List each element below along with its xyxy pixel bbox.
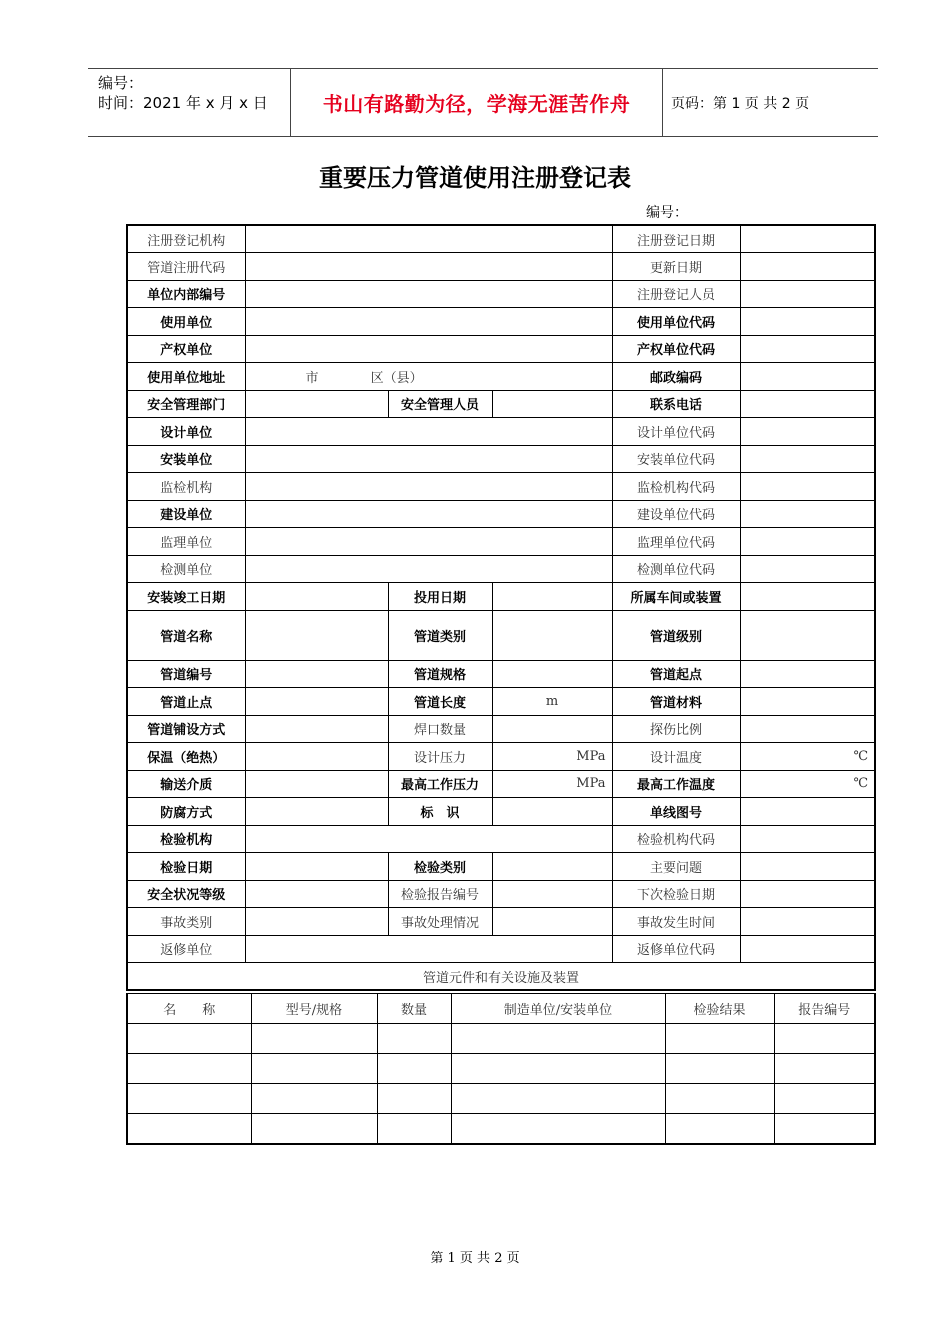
label-report-no: 检验报告编号 bbox=[388, 880, 492, 908]
label-pipe-grade: 管道级别 bbox=[612, 610, 740, 660]
table-row bbox=[127, 1114, 875, 1145]
field-supervise-unit[interactable] bbox=[245, 528, 612, 556]
field-test-org-code[interactable] bbox=[740, 825, 875, 853]
table-row bbox=[127, 225, 875, 253]
label-safety-person: 安全管理人员 bbox=[388, 390, 492, 418]
header-serial-label: 编号： bbox=[98, 74, 144, 92]
field-accident-time[interactable] bbox=[740, 908, 875, 936]
header-time-label: 时间：2021 年 x 月 x 日 bbox=[98, 94, 268, 112]
label-inspect-org-code: 监检机构代码 bbox=[612, 473, 740, 501]
label-repair-unit-code: 返修单位代码 bbox=[612, 935, 740, 963]
field-accident-handling[interactable] bbox=[492, 908, 612, 936]
components-section-title: 管道元件和有关设施及装置 bbox=[127, 963, 875, 991]
label-commission-date: 投用日期 bbox=[388, 583, 492, 611]
cell-manufacturer[interactable] bbox=[451, 1114, 665, 1145]
cell-manufacturer[interactable] bbox=[451, 1084, 665, 1114]
cell-quantity[interactable] bbox=[377, 1024, 451, 1054]
field-report-no[interactable] bbox=[492, 880, 612, 908]
field-pipe-spec[interactable] bbox=[492, 660, 612, 688]
field-supervise-unit-code[interactable] bbox=[740, 528, 875, 556]
field-build-unit[interactable] bbox=[245, 500, 612, 528]
table-row bbox=[127, 1054, 875, 1084]
column-header-report-no: 报告编号 bbox=[774, 994, 875, 1024]
label-inspect-org: 监检机构 bbox=[127, 473, 245, 501]
table-row bbox=[127, 363, 875, 391]
label-anticorrosion: 防腐方式 bbox=[127, 798, 245, 826]
label-supervise-unit: 监理单位 bbox=[127, 528, 245, 556]
field-inspect-org[interactable] bbox=[245, 473, 612, 501]
table-row bbox=[127, 935, 875, 963]
label-design-pressure: 设计压力 bbox=[388, 743, 492, 771]
field-inspect-org-code[interactable] bbox=[740, 473, 875, 501]
table-row bbox=[127, 660, 875, 688]
label-registrar: 注册登记人员 bbox=[612, 280, 740, 308]
label-test-org-code: 检验机构代码 bbox=[612, 825, 740, 853]
table-row bbox=[127, 610, 875, 660]
table-row bbox=[127, 280, 875, 308]
field-design-unit[interactable] bbox=[245, 418, 612, 446]
label-pipe-category: 管道类别 bbox=[388, 610, 492, 660]
field-max-work-pressure[interactable] bbox=[492, 770, 612, 798]
table-row bbox=[127, 418, 875, 446]
label-pipe-start: 管道起点 bbox=[612, 660, 740, 688]
field-pipe-grade[interactable] bbox=[740, 610, 875, 660]
field-insulation[interactable] bbox=[245, 743, 388, 771]
column-header-model: 型号/规格 bbox=[251, 994, 377, 1024]
field-repair-unit-code[interactable] bbox=[740, 935, 875, 963]
addr-district: 区（县） bbox=[370, 370, 423, 386]
field-design-temp[interactable] bbox=[740, 743, 875, 771]
column-header-name: 名 称 bbox=[127, 994, 251, 1024]
table-row bbox=[127, 500, 875, 528]
form-serial-label: 编号： bbox=[646, 205, 688, 221]
label-owner-unit: 产权单位 bbox=[127, 335, 245, 363]
label-medium: 输送介质 bbox=[127, 770, 245, 798]
header-meta bbox=[88, 69, 290, 136]
cell-model[interactable] bbox=[251, 1084, 377, 1114]
field-repair-unit[interactable] bbox=[245, 935, 612, 963]
cell-model[interactable] bbox=[251, 1054, 377, 1084]
field-medium[interactable] bbox=[245, 770, 388, 798]
header-motto: 书山有路勤为径，学海无涯苦作舟 bbox=[322, 92, 631, 116]
field-owner-unit[interactable] bbox=[245, 335, 612, 363]
table-row bbox=[127, 308, 875, 336]
label-insulation: 保温（绝热） bbox=[127, 743, 245, 771]
cell-name[interactable] bbox=[127, 1084, 251, 1114]
field-user-address[interactable] bbox=[245, 363, 612, 391]
cell-result[interactable] bbox=[665, 1054, 774, 1084]
cell-report-no[interactable] bbox=[774, 1114, 875, 1145]
field-pipe-reg-code[interactable] bbox=[245, 253, 612, 281]
column-header-result: 检验结果 bbox=[665, 994, 774, 1024]
field-user-unit-code[interactable] bbox=[740, 308, 875, 336]
table-row bbox=[127, 908, 875, 936]
cell-quantity[interactable] bbox=[377, 1084, 451, 1114]
field-owner-unit-code[interactable] bbox=[740, 335, 875, 363]
label-unit-internal-no: 单位内部编号 bbox=[127, 280, 245, 308]
addr-city: 市 bbox=[305, 370, 319, 386]
field-safety-grade[interactable] bbox=[245, 880, 388, 908]
registration-table bbox=[126, 224, 876, 991]
field-install-complete-date[interactable] bbox=[245, 583, 388, 611]
cell-report-no[interactable] bbox=[774, 1024, 875, 1054]
field-next-test-date[interactable] bbox=[740, 880, 875, 908]
field-safety-dept[interactable] bbox=[245, 390, 388, 418]
label-install-unit-code: 安装单位代码 bbox=[612, 445, 740, 473]
label-single-line-no: 单线图号 bbox=[612, 798, 740, 826]
label-pipe-name: 管道名称 bbox=[127, 610, 245, 660]
table-row bbox=[127, 770, 875, 798]
label-test-unit: 检测单位 bbox=[127, 555, 245, 583]
label-update-date: 更新日期 bbox=[612, 253, 740, 281]
label-build-unit-code: 建设单位代码 bbox=[612, 500, 740, 528]
table-row bbox=[127, 583, 875, 611]
cell-manufacturer[interactable] bbox=[451, 1054, 665, 1084]
field-max-work-temp[interactable] bbox=[740, 770, 875, 798]
header-page-info: 页码：第 1 页 共 2 页 bbox=[671, 95, 810, 112]
label-pipe-length: 管道长度 bbox=[388, 688, 492, 716]
field-flaw-ratio[interactable] bbox=[740, 715, 875, 743]
field-accident-type[interactable] bbox=[245, 908, 388, 936]
label-design-temp: 设计温度 bbox=[612, 743, 740, 771]
label-test-org: 检验机构 bbox=[127, 825, 245, 853]
field-install-unit[interactable] bbox=[245, 445, 612, 473]
table-row bbox=[127, 473, 875, 501]
unit-celsius: ℃ bbox=[853, 748, 869, 764]
field-pipe-name[interactable] bbox=[245, 610, 388, 660]
field-workshop[interactable] bbox=[740, 583, 875, 611]
table-row bbox=[127, 715, 875, 743]
cell-result[interactable] bbox=[665, 1114, 774, 1145]
page-footer: 第 1 页 共 2 页 bbox=[430, 1251, 520, 1266]
label-design-unit-code: 设计单位代码 bbox=[612, 418, 740, 446]
field-test-unit[interactable] bbox=[245, 555, 612, 583]
field-weld-count[interactable] bbox=[492, 715, 612, 743]
field-pipe-material[interactable] bbox=[740, 688, 875, 716]
label-accident-time: 事故发生时间 bbox=[612, 908, 740, 936]
label-user-address: 使用单位地址 bbox=[127, 363, 245, 391]
field-install-unit-code[interactable] bbox=[740, 445, 875, 473]
cell-result[interactable] bbox=[665, 1024, 774, 1054]
field-build-unit-code[interactable] bbox=[740, 500, 875, 528]
cell-report-no[interactable] bbox=[774, 1084, 875, 1114]
field-design-unit-code[interactable] bbox=[740, 418, 875, 446]
label-postcode: 邮政编码 bbox=[612, 363, 740, 391]
table-row bbox=[127, 335, 875, 363]
label-user-unit-code: 使用单位代码 bbox=[612, 308, 740, 336]
label-owner-unit-code: 产权单位代码 bbox=[612, 335, 740, 363]
label-install-unit: 安装单位 bbox=[127, 445, 245, 473]
field-user-unit[interactable] bbox=[245, 308, 612, 336]
label-flaw-ratio: 探伤比例 bbox=[612, 715, 740, 743]
field-unit-internal-no[interactable] bbox=[245, 280, 612, 308]
label-pipe-material: 管道材料 bbox=[612, 688, 740, 716]
field-pipe-start[interactable] bbox=[740, 660, 875, 688]
column-header-quantity: 数量 bbox=[377, 994, 451, 1024]
field-pipe-category[interactable] bbox=[492, 610, 612, 660]
field-test-date[interactable] bbox=[245, 853, 388, 881]
label-pipe-spec: 管道规格 bbox=[388, 660, 492, 688]
unit-mpa: MPa bbox=[576, 776, 606, 792]
field-main-issues[interactable] bbox=[740, 853, 875, 881]
field-test-type[interactable] bbox=[492, 853, 612, 881]
label-max-work-temp: 最高工作温度 bbox=[612, 770, 740, 798]
field-postcode[interactable] bbox=[740, 363, 875, 391]
cell-name[interactable] bbox=[127, 1114, 251, 1145]
table-row bbox=[127, 853, 875, 881]
page-header bbox=[88, 68, 878, 137]
label-phone: 联系电话 bbox=[612, 390, 740, 418]
cell-model[interactable] bbox=[251, 1114, 377, 1145]
label-accident-type: 事故类别 bbox=[127, 908, 245, 936]
table-row bbox=[127, 688, 875, 716]
field-update-date[interactable] bbox=[740, 253, 875, 281]
field-registrar[interactable] bbox=[740, 280, 875, 308]
label-test-unit-code: 检测单位代码 bbox=[612, 555, 740, 583]
cell-model[interactable] bbox=[251, 1024, 377, 1054]
column-header-manufacturer: 制造单位/安装单位 bbox=[451, 994, 665, 1024]
label-pipe-no: 管道编号 bbox=[127, 660, 245, 688]
table-row bbox=[127, 1024, 875, 1054]
label-repair-unit: 返修单位 bbox=[127, 935, 245, 963]
label-build-unit: 建设单位 bbox=[127, 500, 245, 528]
field-marking[interactable] bbox=[492, 798, 612, 826]
label-reg-date: 注册登记日期 bbox=[612, 225, 740, 253]
unit-celsius: ℃ bbox=[853, 776, 869, 792]
cell-name[interactable] bbox=[127, 1024, 251, 1054]
components-header-row bbox=[127, 994, 875, 1024]
label-safety-grade: 安全状况等级 bbox=[127, 880, 245, 908]
table-row bbox=[127, 963, 875, 991]
label-laying-method: 管道铺设方式 bbox=[127, 715, 245, 743]
label-install-complete-date: 安装竣工日期 bbox=[127, 583, 245, 611]
field-reg-date[interactable] bbox=[740, 225, 875, 253]
field-design-pressure[interactable] bbox=[492, 743, 612, 771]
field-pipe-end[interactable] bbox=[245, 688, 388, 716]
cell-result[interactable] bbox=[665, 1084, 774, 1114]
cell-quantity[interactable] bbox=[377, 1114, 451, 1145]
label-test-type: 检验类别 bbox=[388, 853, 492, 881]
label-weld-count: 焊口数量 bbox=[388, 715, 492, 743]
components-table bbox=[126, 993, 876, 1145]
label-user-unit: 使用单位 bbox=[127, 308, 245, 336]
label-supervise-unit-code: 监理单位代码 bbox=[612, 528, 740, 556]
document-title: 重要压力管道使用注册登记表 bbox=[319, 163, 631, 192]
field-anticorrosion[interactable] bbox=[245, 798, 388, 826]
label-max-work-pressure: 最高工作压力 bbox=[388, 770, 492, 798]
header-motto-cell bbox=[290, 69, 663, 136]
label-safety-dept: 安全管理部门 bbox=[127, 390, 245, 418]
field-test-org[interactable] bbox=[245, 825, 612, 853]
table-row bbox=[127, 390, 875, 418]
cell-manufacturer[interactable] bbox=[451, 1024, 665, 1054]
table-row bbox=[127, 555, 875, 583]
table-row bbox=[127, 825, 875, 853]
cell-quantity[interactable] bbox=[377, 1054, 451, 1084]
table-row bbox=[127, 880, 875, 908]
table-row bbox=[127, 528, 875, 556]
field-safety-person[interactable] bbox=[492, 390, 612, 418]
field-pipe-length[interactable] bbox=[492, 688, 612, 716]
label-pipe-reg-code: 管道注册代码 bbox=[127, 253, 245, 281]
table-row bbox=[127, 798, 875, 826]
table-row bbox=[127, 743, 875, 771]
field-pipe-no[interactable] bbox=[245, 660, 388, 688]
label-workshop: 所属车间或装置 bbox=[612, 583, 740, 611]
field-test-unit-code[interactable] bbox=[740, 555, 875, 583]
table-row bbox=[127, 445, 875, 473]
unit-m: m bbox=[545, 693, 559, 709]
unit-mpa: MPa bbox=[576, 748, 606, 764]
label-accident-handling: 事故处理情况 bbox=[388, 908, 492, 936]
label-pipe-end: 管道止点 bbox=[127, 688, 245, 716]
field-reg-org[interactable] bbox=[245, 225, 612, 253]
label-reg-org: 注册登记机构 bbox=[127, 225, 245, 253]
field-commission-date[interactable] bbox=[492, 583, 612, 611]
label-test-date: 检验日期 bbox=[127, 853, 245, 881]
field-single-line-no[interactable] bbox=[740, 798, 875, 826]
field-laying-method[interactable] bbox=[245, 715, 388, 743]
table-row bbox=[127, 1084, 875, 1114]
cell-report-no[interactable] bbox=[774, 1054, 875, 1084]
label-design-unit: 设计单位 bbox=[127, 418, 245, 446]
field-phone[interactable] bbox=[740, 390, 875, 418]
table-row bbox=[127, 253, 875, 281]
label-main-issues: 主要问题 bbox=[612, 853, 740, 881]
label-next-test-date: 下次检验日期 bbox=[612, 880, 740, 908]
cell-name[interactable] bbox=[127, 1054, 251, 1084]
label-marking: 标 识 bbox=[388, 798, 492, 826]
